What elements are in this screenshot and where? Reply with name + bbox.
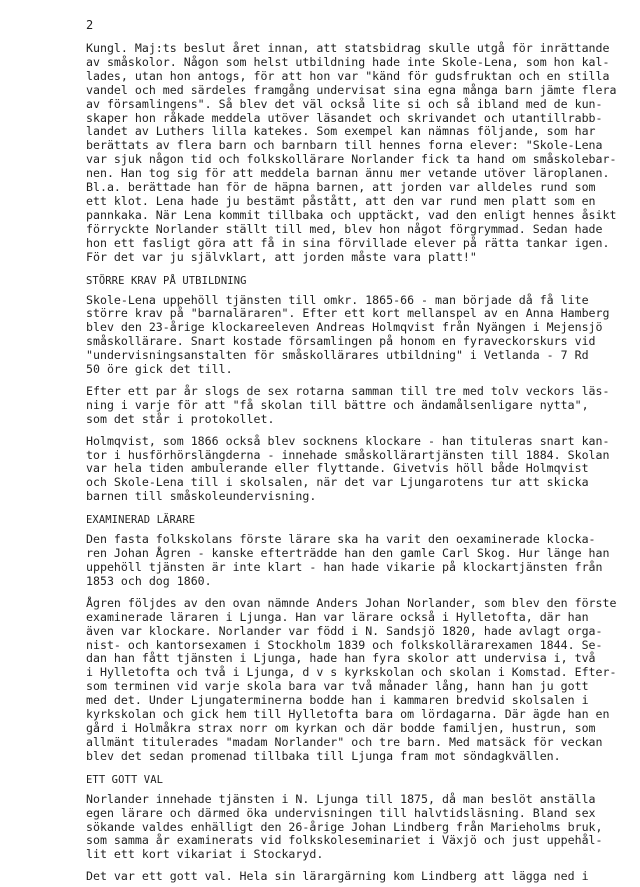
paragraph-lindberg: Norlander innehade tjänsten i N. Ljunga till 1875, då man beslöt anställa egen lärare och därmed öka undervisningen till halvtidsläsning. Bland sex sökande valdes enhälligt den 26-årige Johan Lindberg från Marieholms bruk, som samma år examinerats vid folkskoleseminariet i Växjö och just uppehål- lit ett kort vikariat i Stockaryd. — [86, 791, 603, 862]
section-heading-storre-krav: STÖRRE KRAV PÅ UTBILDNING — [86, 274, 247, 287]
paragraph-norlander: Ågren följdes av den ovan nämnde Anders Johan Norlander, som blev den förste examinerade läraren i Ljunga. Han var lärare också i Hylletofta, där han även var klockare. Norlander var född i N. Sandsjö 1820, hade avlagt orga- nist- och kantorsexamen i Stockholm 1839 och folkskollärarexamen 1844. Se- dan han fått tjänsten i Ljunga, hade han fyra skolor att undervisa i, två i Hylletofta och två i Ljunga, d v s kyrkskolan och skolan i Komstad. Efter- som terminen vid varje skola bara var två månader lång, hann han ju gott med det. Under Ljungaterminerna bodde han i kammaren bredvid skolsalen i kyrkskolan och gick hem till Hylletofta bara om lördagarna. Där ägde han en gård i Holmåkra strax norr om kyrkan och där bodde familjen, hustrun, som allmänt titulerades "madam Norlander" och tre barn. Med matsäck för veckan blev det sedan promenad tillbaka till Ljunga fram mot söndagkvällen. — [86, 595, 617, 763]
paragraph-holmqvist: Holmqvist, som 1866 också blev socknens klockare - han tituleras snart kan- tor i husförhörslängderna - innehade småskollärartjänsten till 1884. Skolan var hela tiden ambulerande eller flyttande. Givetvis höll både Holmqvist och Skole-Lena till i skolsalen, när det var Ljungarotens tur att skicka barnen till småskoleundervisning. — [86, 433, 610, 504]
section-heading-examinerad-larare: EXAMINERAD LÄRARE — [86, 514, 196, 527]
paragraph-agren: Den fasta folkskolans förste lärare ska ha varit den oexaminerade klocka- ren Johan Ågren - kanske efterträdde han den gamle Carl Skog. Hur länge han uppehöll tjänsten är inte klart - han hade vikarie på klockartjänsten från 1853 och dog 1860. — [86, 532, 610, 588]
paragraph-skole-lena: Skole-Lena uppehöll tjänsten till omkr. 1865-66 - man började då få lite större krav på "barnaläraren". Efter ett kort mellanspel av en Anna Hamberg blev den 23-årige klockareeleven Andreas Holmqvist från Nyängen i Mejensjö småskollärare. Snart kostade församlingen på honom en fyraveckorskurs vid "undervisningsanstalten för småskollärares utbildning" i Vetlanda - 7 Rd 50 öre gick det till. — [86, 292, 610, 377]
paragraph-intro: Kungl. Maj:ts beslut året innan, att statsbidrag skulle utgå för inrättande av småskolor. Någon som helst utbildning hade inte Skole-Lena, som hon kal- lades, utan hon antogs, för att hon var "känd för gudsfruktan och en stilla vandel och med särdeles framgång undervisat sina egna många barn jämte flera av församlingens". Så blev det väl också lite si och så ibland med de kun- skaper hon råkade meddela utöver läsandet och skrivandet och utantillrabb- landet av Luthers lilla katekes. Som exempel kan nämnas följande, som har berättats av flera barn och barnbarn till hennes forna elever: "Skole-Lena var sjuk någon tid och folkskollärare Norlander fick ta hand om småskolebar- nen. Han tog sig för att meddela barnan ännu mer vetande utöver läroplanen. Bl.a. berättade han för de häpna barnen, att jorden var alldeles rund som ett klot. Lena hade ju bestämt påstått, att den var rund men platt som en pannkaka. När Lena kommit tillbaka och upptäckt, vad den enligt hennes åsikt förryckte Norlander ställt till med, blev hon något förgrymmad. Sedan hade hon ett fasligt göra att få in sina förvillade elever på rätta tankar igen. För det var ju självklart, att jorden måste vara platt!" — [86, 41, 617, 264]
section-heading-ett-gott-val: ETT GOTT VAL — [86, 773, 164, 786]
page-number: 2 — [86, 18, 94, 32]
paragraph-ending: Det var ett gott val. Hela sin lärargärning kom Lindberg att lägga ned i — [86, 869, 589, 884]
paragraph-rotarna: Efter ett par år slogs de sex rotarna samman till tre med tolv veckors läs- ning i varje för att "få skolan till bättre och ändamålsenligare nytta", som det står i protokollet. — [86, 383, 610, 426]
